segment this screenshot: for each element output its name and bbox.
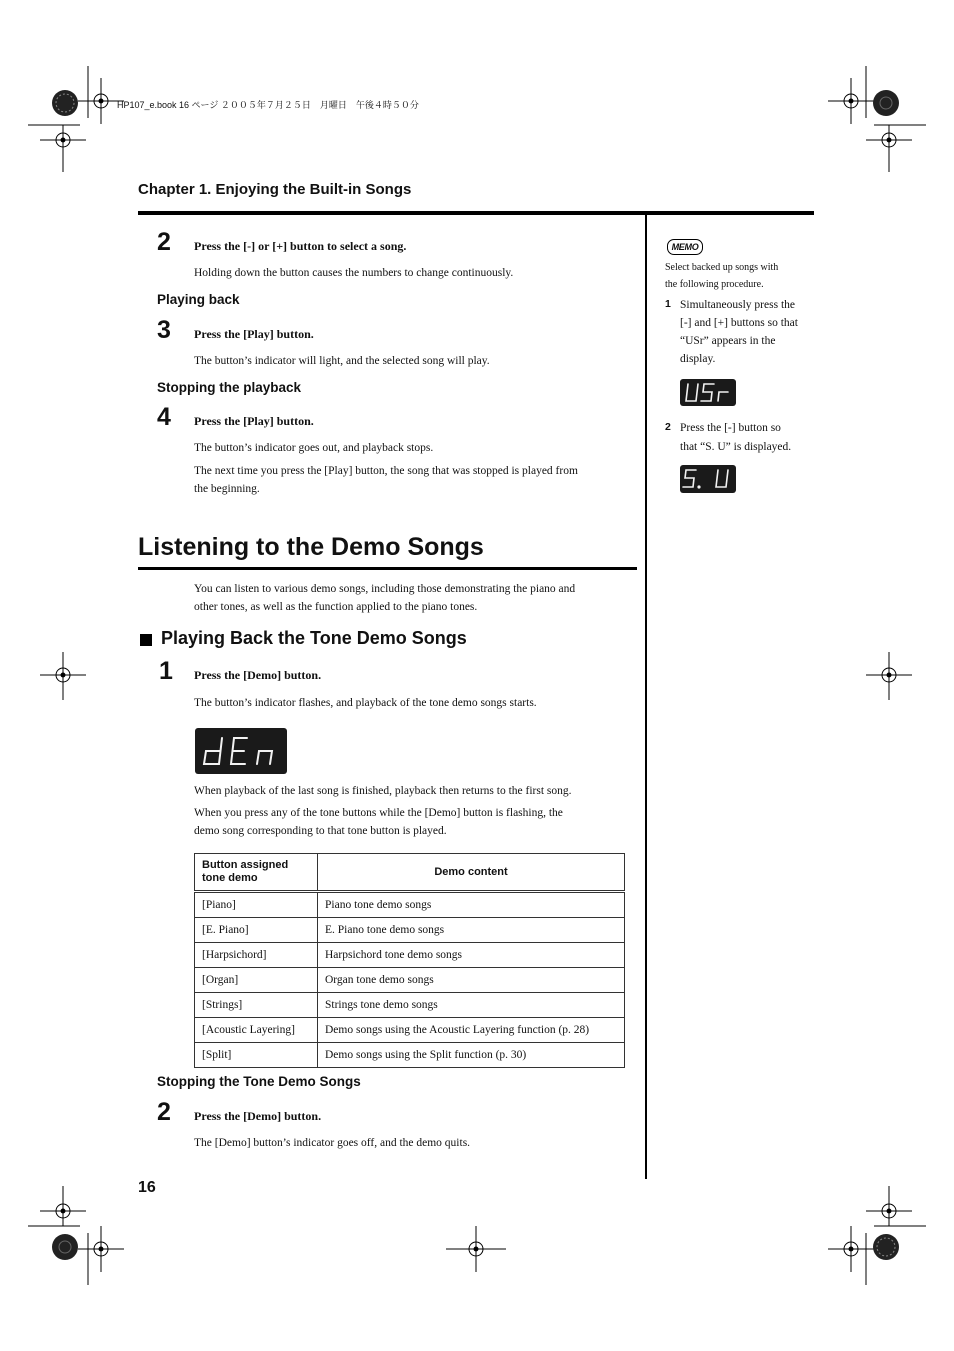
- table-row: [195, 993, 625, 1018]
- lcd-display-su: [680, 465, 736, 493]
- table-cell: Strings tone demo songs: [318, 993, 625, 1018]
- table-cell: [E. Piano]: [195, 918, 318, 943]
- table-cell: Demo songs using the Split function (p. 30): [318, 1043, 625, 1068]
- step-title: Press the [-] or [+] button to select a song.: [194, 239, 407, 253]
- step-note: When playback of the last song is finished, playback then returns to the first song.: [194, 785, 572, 797]
- step-body: Holding down the button causes the numbers to change continuously.: [194, 267, 514, 279]
- memo-icon: MEMO: [667, 239, 703, 255]
- table-header-row: [195, 854, 625, 892]
- table-cell: [Organ]: [195, 968, 318, 993]
- square-bullet-icon: [140, 634, 152, 646]
- table-cell: [Split]: [195, 1043, 318, 1068]
- memo-line: that “S. U” is displayed.: [680, 441, 792, 453]
- step-number: 2: [157, 1098, 171, 1126]
- step-title: Press the [Play] button.: [194, 414, 314, 428]
- step-body: The button’s indicator will light, and the selected song will play.: [194, 355, 490, 367]
- memo-line: “USr” appears in the: [680, 335, 776, 347]
- step-number: 4: [157, 403, 171, 431]
- column-divider: [645, 215, 647, 1179]
- file-info: HP107_e.book 16 ページ ２００５年７月２５日 月曜日 午後４時５０分: [117, 100, 419, 110]
- table-row: [195, 1018, 625, 1043]
- header-rule: [138, 211, 814, 215]
- lcd-display-usr: [680, 379, 736, 406]
- table-row: [195, 943, 625, 968]
- section-intro: other tones, as well as the function applied to the piano tones.: [194, 601, 478, 613]
- table-cell: Organ tone demo songs: [318, 968, 625, 993]
- table-cell: E. Piano tone demo songs: [318, 918, 625, 943]
- step-title: Press the [Play] button.: [194, 327, 314, 341]
- subsection-title: Playing Back the Tone Demo Songs: [161, 628, 467, 648]
- lcd-digits: [680, 465, 736, 493]
- memo-item-text: [680, 419, 791, 457]
- memo-item-number: 1: [665, 298, 671, 310]
- memo-line: Simultaneously press the: [680, 299, 795, 311]
- lcd-digits: [680, 379, 736, 406]
- table-row: [195, 918, 625, 943]
- step-body: The next time you press the [Play] button, the song that was stopped is played from: [194, 465, 578, 477]
- memo-line: Press the [-] button so: [680, 422, 781, 434]
- table-row: [195, 968, 625, 993]
- lcd-digits: [195, 728, 287, 774]
- lcd-display-den: [195, 728, 287, 774]
- chapter-title: Chapter 1. Enjoying the Built-in Songs: [138, 181, 412, 198]
- table-cell: [Harpsichord]: [195, 943, 318, 968]
- table-cell: Demo songs using the Acoustic Layering function (p. 28): [318, 1018, 625, 1043]
- step-title: Press the [Demo] button.: [194, 668, 322, 682]
- table-cell: [Strings]: [195, 993, 318, 1018]
- step-body: The button’s indicator flashes, and playback of the tone demo songs starts.: [194, 697, 537, 709]
- step-number: 1: [159, 657, 173, 685]
- table-header-cell: Demo content: [318, 854, 625, 892]
- table-cell: Piano tone demo songs: [318, 892, 625, 918]
- section-title: Listening to the Demo Songs: [138, 533, 484, 561]
- page-number: 16: [138, 1179, 156, 1196]
- subhead-stopping-tone: Stopping the Tone Demo Songs: [157, 1074, 361, 1089]
- table-row: [195, 1043, 625, 1068]
- step-body: The [Demo] button’s indicator goes off, and the demo quits.: [194, 1137, 471, 1149]
- table-cell: [Acoustic Layering]: [195, 1018, 318, 1043]
- table-row: [195, 892, 625, 918]
- table-cell: [Piano]: [195, 892, 318, 918]
- step-note: demo song corresponding to that tone button is played.: [194, 825, 447, 837]
- subhead-playing-back: Playing back: [157, 292, 240, 307]
- demo-table: [194, 853, 625, 1068]
- memo-item-text: [680, 296, 798, 368]
- step-number: 2: [157, 228, 171, 256]
- section-intro: You can listen to various demo songs, including those demonstrating the piano and: [194, 583, 576, 595]
- step-number: 3: [157, 316, 171, 344]
- table-cell: Harpsichord tone demo songs: [318, 943, 625, 968]
- memo-intro-line: the following procedure.: [665, 279, 764, 290]
- memo-line: [-] and [+] buttons so that: [680, 317, 798, 329]
- memo-item-number: 2: [665, 421, 671, 433]
- section-rule: [138, 567, 637, 570]
- step-note: When you press any of the tone buttons while the [Demo] button is flashing, the: [194, 807, 563, 819]
- step-title: Press the [Demo] button.: [194, 1109, 322, 1123]
- table-header-cell: Button assigned tone demo: [195, 854, 318, 892]
- step-body: The button’s indicator goes out, and playback stops.: [194, 442, 434, 454]
- memo-line: display.: [680, 353, 716, 365]
- memo-intro: [665, 259, 778, 293]
- step-body: the beginning.: [194, 483, 260, 495]
- memo-intro-line: Select backed up songs with: [665, 262, 779, 273]
- subhead-stopping: Stopping the playback: [157, 380, 302, 395]
